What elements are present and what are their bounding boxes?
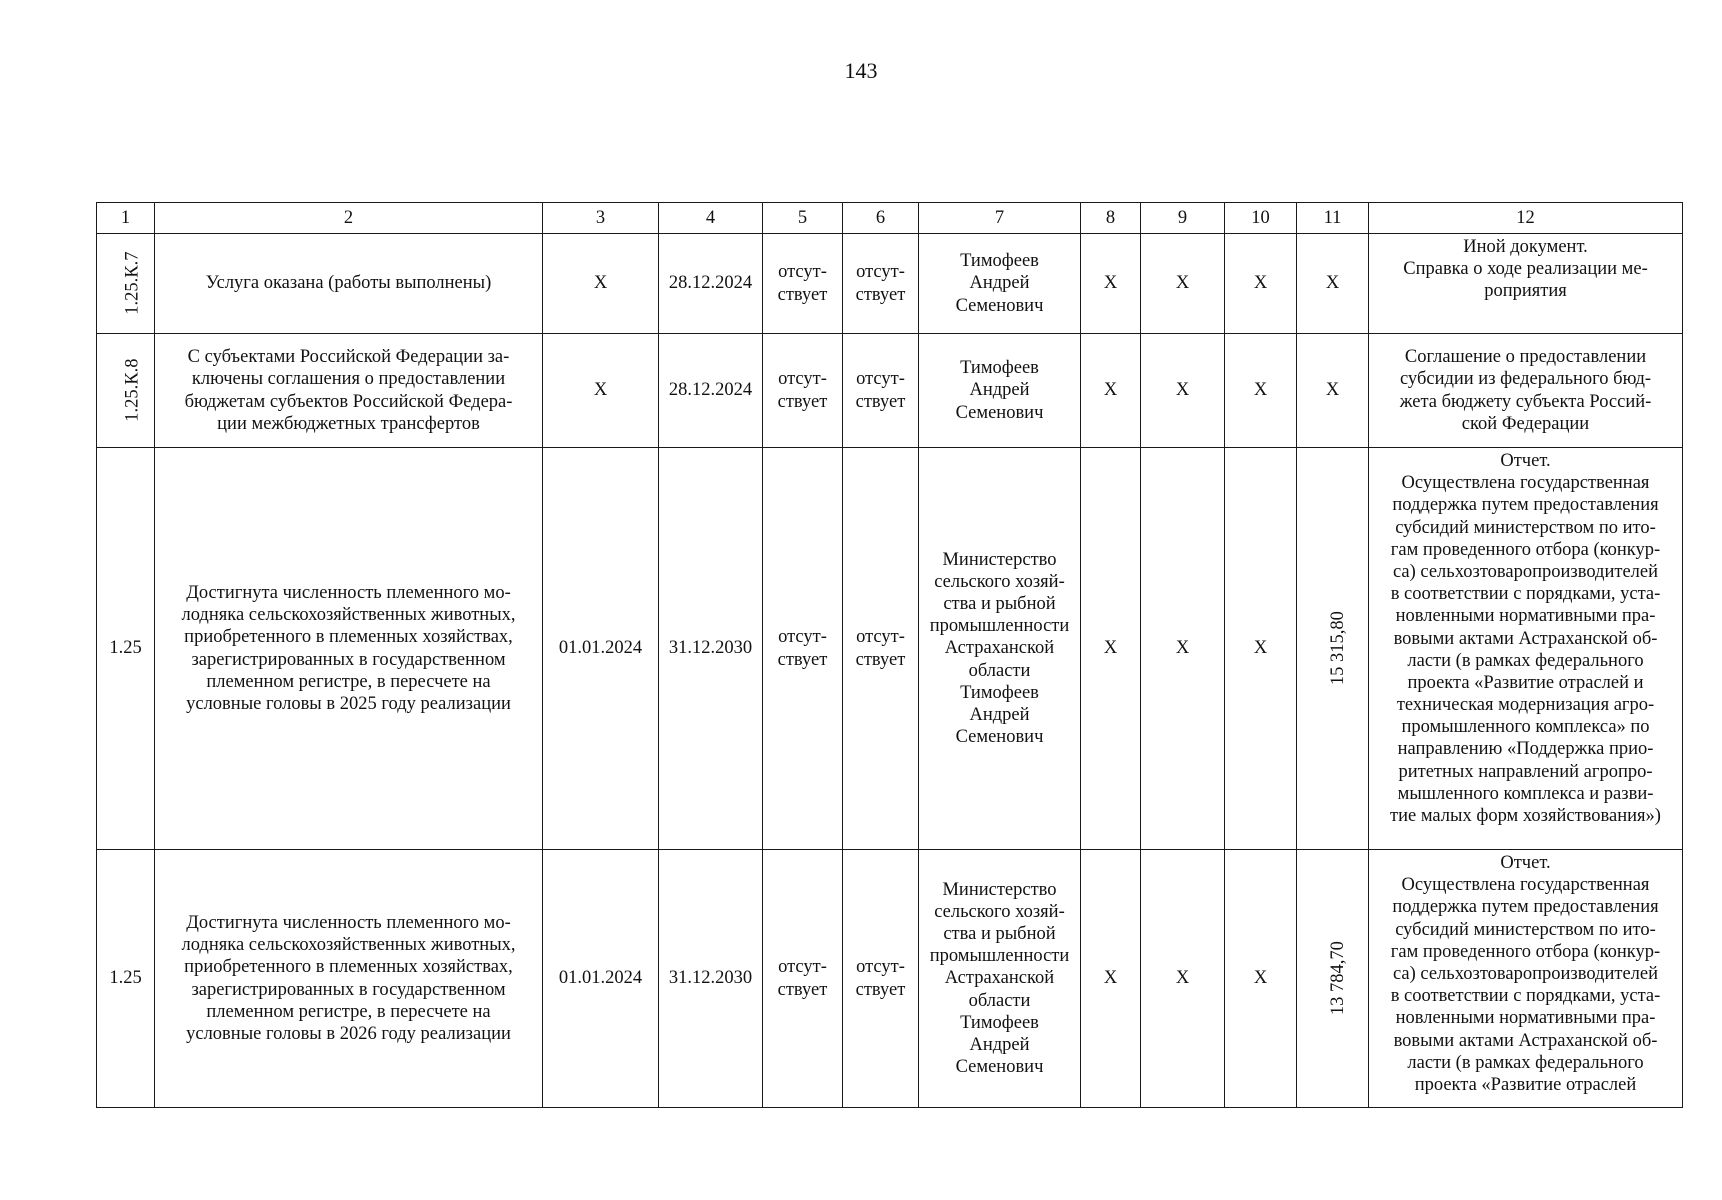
header-cell: 4 <box>659 203 763 234</box>
header-cell: 8 <box>1081 203 1141 234</box>
header-cell: 1 <box>97 203 155 234</box>
start-date-cell: X <box>543 234 659 334</box>
table-row <box>97 334 1683 448</box>
col5-cell: отсут- ствует <box>763 850 843 1108</box>
document-cell: Отчет. Осуществлена государственная поддержка путем предоставления субсидий министерством по ито- гам проведенного отбора (конкур- са) сельхозтоваропроизводителей в соответствии с порядками, уста- новленными нормативными пра- вовыми актами Астраханской об- ласти (в рамках федерального проекта «Развитие отраслей <box>1369 850 1683 1108</box>
header-cell: 10 <box>1225 203 1297 234</box>
header-cell: 5 <box>763 203 843 234</box>
end-date-cell: 28.12.2024 <box>659 234 763 334</box>
amount-cell <box>1297 850 1369 1108</box>
header-cell: 12 <box>1369 203 1683 234</box>
col8-cell: X <box>1081 234 1141 334</box>
header-cell: 9 <box>1141 203 1225 234</box>
row-number-cell: 1.25 <box>97 850 155 1108</box>
document-cell: Отчет. Осуществлена государственная поддержка путем предоставления субсидий министерством по ито- гам проведенного отбора (конкур- са) сельхозтоваропроизводителей в соответствии с порядками, уста- новленными нормативными пра- вовыми актами Астраханской об- ласти (в рамках федерального проекта «Развитие отраслей и техническая модернизация агро- промышленного комплекса» по направлению «Поддержка прио- ритетных направлений агропро- мышленного комплекса и разви- тие малых форм хозяйствования») <box>1369 448 1683 850</box>
description-cell: Услуга оказана (работы выполнены) <box>155 234 543 334</box>
page-number: 143 <box>844 58 878 83</box>
start-date-cell: 01.01.2024 <box>543 448 659 850</box>
amount-cell <box>1297 448 1369 850</box>
col9-cell: X <box>1141 234 1225 334</box>
start-date-cell: X <box>543 334 659 448</box>
col9-cell: X <box>1141 850 1225 1108</box>
col6-cell: отсут- ствует <box>843 850 919 1108</box>
col10-cell: X <box>1225 850 1297 1108</box>
row-number: 1.25.К.8 <box>122 358 143 423</box>
col11-cell: X <box>1297 234 1369 334</box>
header-cell: 11 <box>1297 203 1369 234</box>
col9-cell: X <box>1141 448 1225 850</box>
start-date-cell: 01.01.2024 <box>543 850 659 1108</box>
description-cell: Достигнута численность племенного мо- лодняка сельскохозяйственных животных, приобретенного в племенных хозяйствах, зарегистрированных в государственном племенном регистре, в пересчете на условные головы в 2026 году реализации <box>155 850 543 1108</box>
col8-cell: X <box>1081 448 1141 850</box>
end-date-cell: 31.12.2030 <box>659 850 763 1108</box>
row-number-cell <box>97 334 155 448</box>
table-row <box>97 850 1683 1108</box>
row-number-cell <box>97 234 155 334</box>
col8-cell: X <box>1081 334 1141 448</box>
header-cell: 7 <box>919 203 1081 234</box>
document-cell: Иной документ. Справка о ходе реализации ме- роприятия <box>1369 234 1683 334</box>
table-row <box>97 234 1683 334</box>
table-row <box>97 448 1683 850</box>
col5-cell: отсут- ствует <box>763 448 843 850</box>
amount-value: 13 784,70 <box>1327 941 1348 1016</box>
col5-cell: отсут- ствует <box>763 334 843 448</box>
col6-cell: отсут- ствует <box>843 448 919 850</box>
row-number: 1.25.К.7 <box>122 251 143 316</box>
table-header-row <box>97 203 1683 234</box>
document-cell: Соглашение о предоставлении субсидии из федерального бюд- жета бюджету субъекта Россий- ской Федерации <box>1369 334 1683 448</box>
header-cell: 2 <box>155 203 543 234</box>
end-date-cell: 31.12.2030 <box>659 448 763 850</box>
description-cell: Достигнута численность племенного мо- лодняка сельскохозяйственных животных, приобретенного в племенных хозяйствах, зарегистрированных в государственном племенном регистре, в пересчете на условные головы в 2025 году реализации <box>155 448 543 850</box>
col5-cell: отсут- ствует <box>763 234 843 334</box>
col10-cell: X <box>1225 334 1297 448</box>
end-date-cell: 28.12.2024 <box>659 334 763 448</box>
responsible-cell: Тимофеев Андрей Семенович <box>919 234 1081 334</box>
responsible-cell: Министерство сельского хозяй- ства и рыбной промышленности Астраханской области Тимофеев Андрей Семенович <box>919 448 1081 850</box>
responsible-cell: Министерство сельского хозяй- ства и рыбной промышленности Астраханской области Тимофеев Андрей Семенович <box>919 850 1081 1108</box>
document-table <box>96 202 1683 1108</box>
row-number-cell: 1.25 <box>97 448 155 850</box>
col8-cell: X <box>1081 850 1141 1108</box>
description-cell: С субъектами Российской Федерации за- ключены соглашения о предоставлении бюджетам субъектов Российской Федера- ции межбюджетных трансфертов <box>155 334 543 448</box>
col6-cell: отсут- ствует <box>843 234 919 334</box>
col10-cell: X <box>1225 448 1297 850</box>
responsible-cell: Тимофеев Андрей Семенович <box>919 334 1081 448</box>
col9-cell: X <box>1141 334 1225 448</box>
amount-value: 15 315,80 <box>1327 611 1348 686</box>
col6-cell: отсут- ствует <box>843 334 919 448</box>
col10-cell: X <box>1225 234 1297 334</box>
col11-cell: X <box>1297 334 1369 448</box>
header-cell: 6 <box>843 203 919 234</box>
header-cell: 3 <box>543 203 659 234</box>
